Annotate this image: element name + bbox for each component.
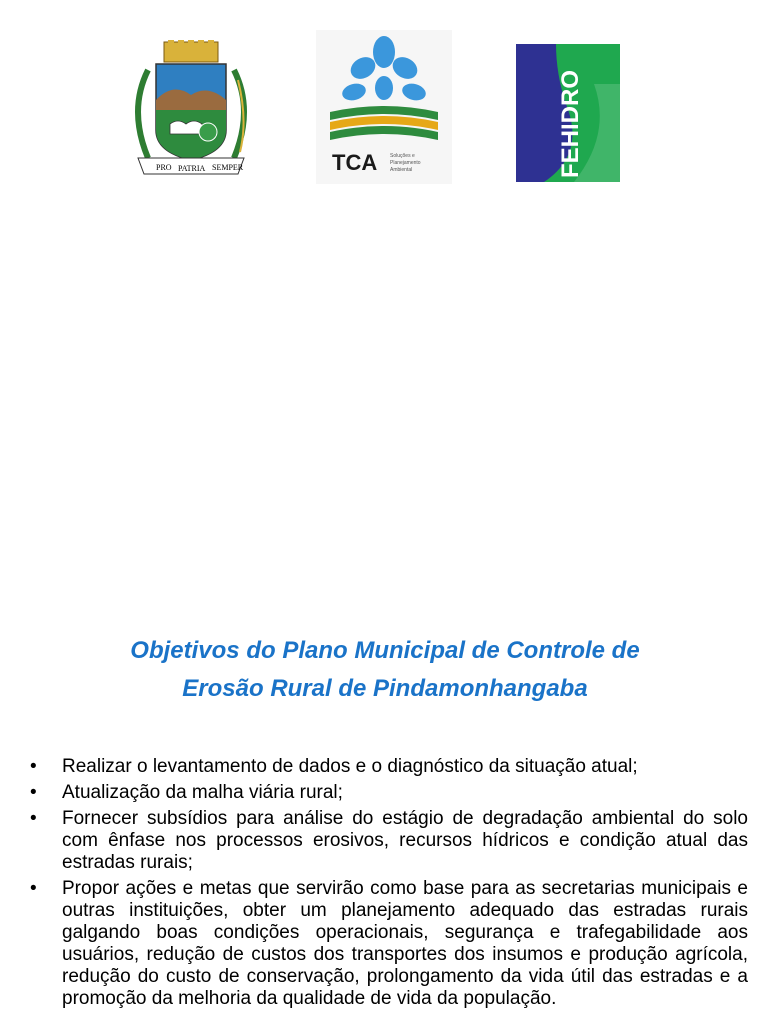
title-line-2: Erosão Rural de Pindamonhangaba xyxy=(182,675,588,702)
motto-center: PATRIA xyxy=(178,164,206,173)
objectives-list xyxy=(30,756,748,1014)
tca-logo xyxy=(316,30,452,184)
tca-tagline-2: Planejamento xyxy=(390,160,421,166)
motto-right: SEMPER xyxy=(212,163,244,172)
list-item: • Propor ações e metas que servirão como base para as secretarias municipais e outras instituições, obter um planejamento adequado das estradas rurais galgando boas condições operacionais, segurança e trafegabilidade aos usuários, redução de custos dos transportes dos insumos e produção agrícola, redução do custo de conservação, prolongamento da vida útil das estradas e a promoção da melhoria da qualidade de vida da população. xyxy=(30,878,748,1010)
page-title xyxy=(40,632,730,708)
list-item: • Atualização da malha viária rural; xyxy=(30,782,748,804)
fehidro-brand: FEHIDRO xyxy=(557,70,584,178)
tca-tagline-3: Ambiental xyxy=(390,167,413,173)
tca-brand: TCA xyxy=(332,150,378,175)
motto-left: PRO xyxy=(156,163,172,172)
municipal-crest-logo xyxy=(118,40,264,185)
list-item: • Fornecer subsídios para análise do estágio de degradação ambiental do solo com ênfase nos processos erosivos, recursos hídricos e condição atual das estradas rurais; xyxy=(30,808,748,874)
title-line-1: Objetivos do Plano Municipal de Controle de xyxy=(130,637,640,664)
logo-bar xyxy=(0,30,768,190)
tca-tagline-1: Soluções e xyxy=(390,153,415,159)
fehidro-logo xyxy=(516,44,620,182)
list-item: • Realizar o levantamento de dados e o diagnóstico da situação atual; xyxy=(30,756,748,778)
